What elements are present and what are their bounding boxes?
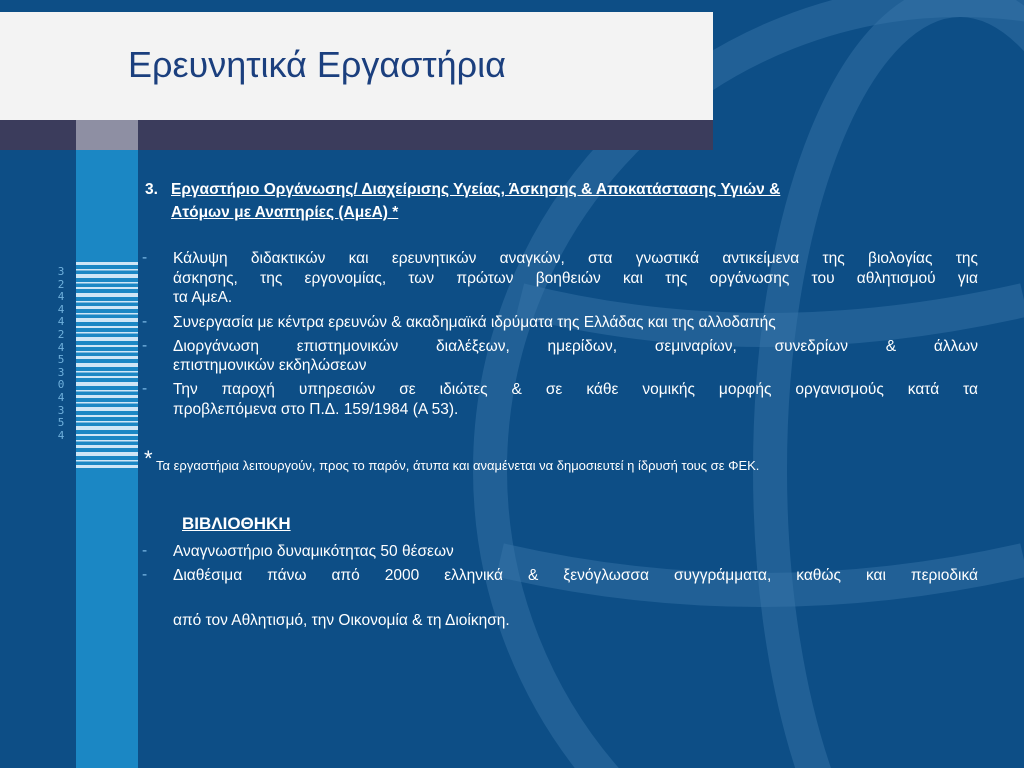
bullet-dash: - bbox=[142, 249, 148, 266]
bullet-3-line-1: Διοργάνωση επιστημονικών διαλέξεων, ημερίδων, σεμιναρίων, συνεδρίων & άλλων bbox=[173, 338, 978, 355]
bullet-dash: - bbox=[142, 380, 148, 397]
bullet-1-line-2: άσκησης, της εργονομίας, των πρώτων βοηθειών και της οργάνωσης του αθλητισμού για bbox=[173, 270, 978, 287]
library-bullet-2-line-1: Διαθέσιμα πάνω από 2000 ελληνικά & ξενόγλωσσα συγγράμματα, καθώς και περιοδικά bbox=[173, 567, 978, 584]
barcode-digits: 3 2 4 4 4 2 4 5 3 0 4 3 5 4 bbox=[57, 265, 65, 442]
bullet-4-line-1: Την παροχή υπηρεσιών σε ιδιώτες & σε κάθε νομικής μορφής οργανισμούς κατά τα bbox=[173, 381, 978, 398]
section-heading-line-1: Εργαστήριο Οργάνωσης/ Διαχείρισης Υγείας, Άσκησης & Αποκατάστασης Υγιών & bbox=[171, 181, 781, 198]
bullet-4-line-2: προβλεπόμενα στο Π.Δ. 159/1984 (Α 53). bbox=[173, 401, 459, 418]
footnote-star: * bbox=[144, 446, 153, 471]
bullet-1-line-3: τα ΑμεΑ. bbox=[173, 289, 233, 306]
bullet-2-line-1: Συνεργασία με κέντρα ερευνών & ακαδημαϊκά ιδρύματα της Ελλάδας και της αλλοδαπής bbox=[173, 314, 776, 331]
library-heading: ΒΙΒΛΙΟΘΗΚΗ bbox=[182, 514, 291, 533]
bullet-dash: - bbox=[142, 566, 148, 583]
bullet-dash: - bbox=[142, 337, 148, 354]
library-bullet-2-line-2: από τον Αθλητισμό, την Οικονομία & τη Διοίκηση. bbox=[173, 612, 510, 629]
slide-content bbox=[140, 0, 980, 768]
bullet-dash: - bbox=[142, 542, 148, 559]
footnote-text: Τα εργαστήρια λειτουργούν, προς το παρόν, άτυπα και αναμένεται να δημοσιευτεί η ίδρυσή τους σε ΦΕΚ. bbox=[156, 458, 760, 473]
page-title: Ερευνητικά Εργαστήρια bbox=[128, 44, 506, 85]
section-number: 3. bbox=[145, 181, 158, 198]
bullet-3-line-2: επιστημονικών εκδηλώσεων bbox=[173, 357, 367, 374]
section-heading-line-2: Ατόμων με Αναπηρίες (ΑμεΑ) * bbox=[171, 204, 399, 221]
library-bullet-1: Αναγνωστήριο δυναμικότητας 50 θέσεων bbox=[173, 543, 454, 560]
barcode-graphic bbox=[76, 262, 138, 472]
bullet-1-line-1: Κάλυψη διδακτικών και ερευνητικών αναγκών, στα γνωστικά αντικείμενα της βιολογίας της bbox=[173, 250, 978, 267]
vertical-accent-bar-top bbox=[76, 120, 138, 150]
bullet-dash: - bbox=[142, 313, 148, 330]
